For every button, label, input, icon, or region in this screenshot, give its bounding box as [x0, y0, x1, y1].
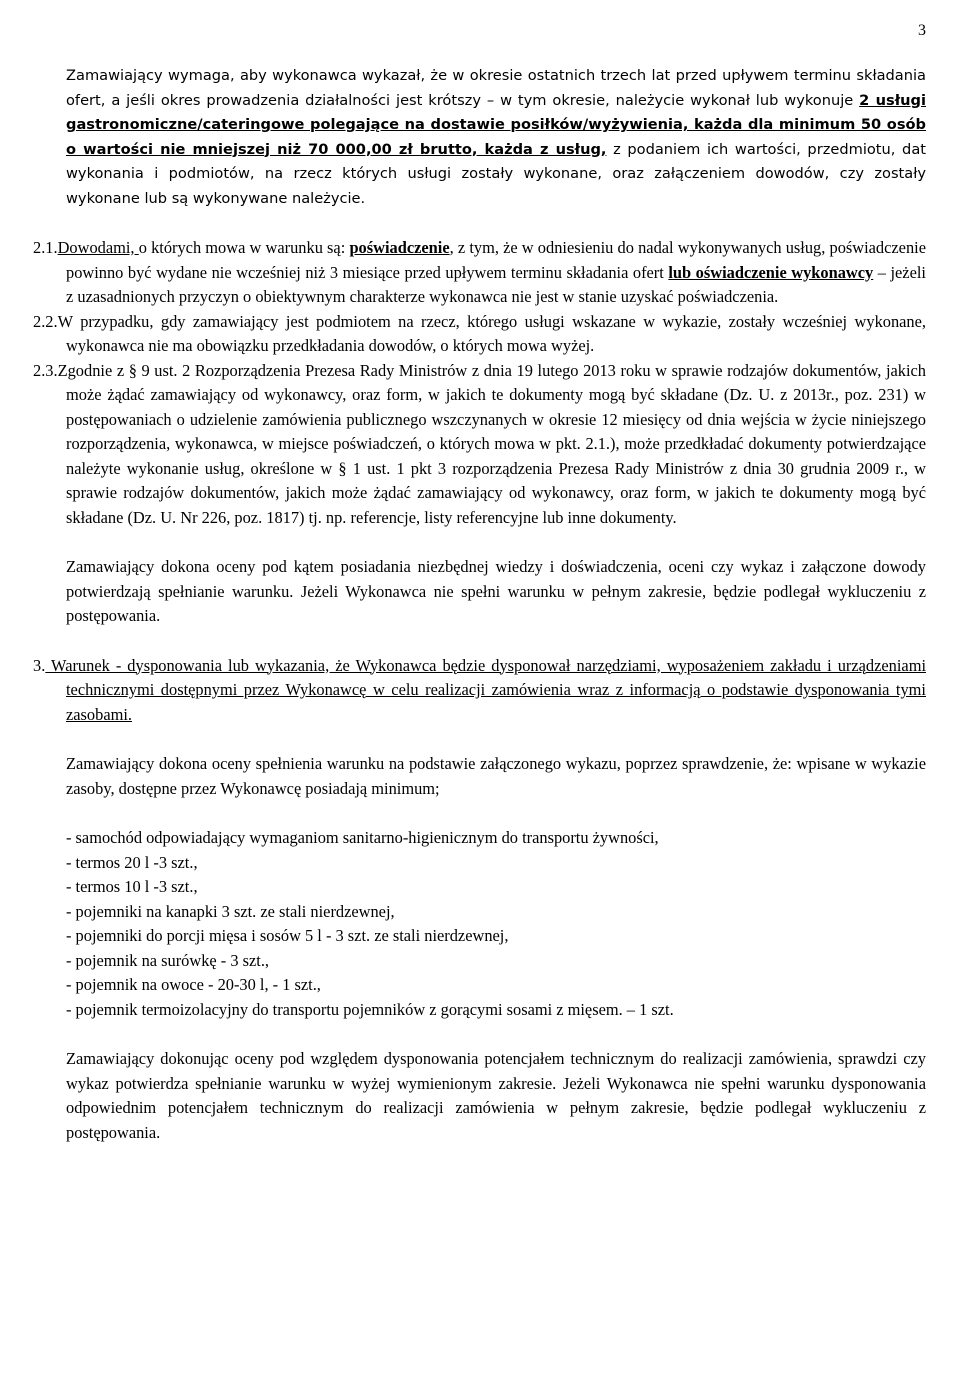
- list-item: - termos 10 l -3 szt.,: [66, 877, 198, 896]
- equipment-list: [66, 826, 926, 1022]
- numbered-items: [33, 236, 926, 530]
- paragraph-technical-evaluation: Zamawiający dokona oceny spełnienia warunku na podstawie załączonego wykazu, poprzez sprawdzenie, że: wpisane w wykazie zasoby, dostępne przez Wykonawcę posiadają minimum;: [66, 754, 926, 798]
- item-2-1-lead: Dowodami,: [57, 238, 139, 257]
- item-2-3: [33, 359, 926, 531]
- item-2-2: [33, 310, 926, 359]
- item-2-1: [33, 236, 926, 310]
- list-item: - pojemnik na owoce - 20-30 l, - 1 szt.,: [66, 975, 321, 994]
- item-number: 2.3.: [33, 360, 58, 380]
- item-2-1-text-3: – jeżeli z uzasadnionych przyczyn o obiektywnym charakterze wykonawca nie jest w stanie uzyskać poświadczenia.: [66, 262, 926, 306]
- item-2-1-statement: lub oświadczenie wykonawcy: [668, 262, 874, 282]
- list-item: - pojemnik na surówkę - 3 szt.,: [66, 950, 270, 970]
- item-number: 2.1.: [33, 238, 58, 257]
- paragraph-evaluation: Zamawiający dokona oceny pod kątem posiadania niezbędnej wiedzy i doświadczenia, oceni czy wykaz i załączone dowody potwierdzają spełnianie warunku. Jeżeli Wykonawca nie spełni warunku w pełnym zakresie, będzie podlegał wykluczeniu z postępowania.: [66, 557, 926, 625]
- list-item: - pojemnik termoizolacyjny do transportu pojemników z gorącymi sosami z mięsem. – 1 szt.: [66, 999, 674, 1019]
- item-number: 3.: [33, 655, 46, 675]
- item-2-3-text: Zgodnie z § 9 ust. 2 Rozporządzenia Prezesa Rady Ministrów z dnia 19 lutego 2013 roku w sprawie rodzajów dokumentów, jakich może żądać zamawiający od wykonawcy, oraz form, w jakich te dokumenty mogą być składane (Dz. U. z 2013r., poz. 231) w postępowaniach o udzielenie zamówienia publicznego wszczynanych w okresie 12 miesięcy od dnia wejścia w życie niniejszego rozporządzenia, wykonawca, w miejsce poświadczeń, o których mowa w pkt. 2.1.), może przedkładać dokumenty potwierdzające należyte wykonanie usług, określone w § 1 ust. 1 pkt 3 rozporządzenia Prezesa Rady Ministrów z dnia 30 grudnia 2009 r., w sprawie rodzajów dokumentów, jakich może żądać zamawiający od wykonawcy, oraz form, w jakich te dokumenty mogą być składane (Dz. U. Nr 226, poz. 1817) tj. np. referencje, listy referencyjne lub inne dokumenty.: [57, 360, 926, 527]
- list-item: - pojemniki na kanapki 3 szt. ze stali nierdzewnej,: [66, 901, 395, 921]
- paragraph-requirement-emphasis: 2 usługi gastronomiczne/cateringowe polegające na dostawie posiłków/wyżywienia, każda dla minimum 50 osób o wartości nie mniejszej niż 70 000,00 zł brutto, każda z usług,: [66, 91, 926, 158]
- paragraph-requirement: [66, 64, 926, 211]
- item-2-1-text-2: , z tym, że w odniesieniu do nadal wykonywanych usług, poświadczenie powinno być wydane nie wcześniej niż 3 miesiące przed upływem terminu składania ofert: [66, 238, 926, 282]
- item-2-2-text: W przypadku, gdy zamawiający jest podmiotem na rzecz, którego usługi wskazane w wykazie, zostały wcześniej wykonane, wykonawca nie ma obowiązku przedkładania dowodów, o których mowa wyżej.: [57, 311, 926, 355]
- page-content: [33, 64, 926, 1145]
- page-number: 3: [918, 22, 926, 39]
- paragraph-requirement-intro: Zamawiający wymaga, aby wykonawca wykazał, że w okresie ostatnich trzech lat przed upływem terminu składania ofert, a jeśli okres prowadzenia działalności jest krótszy – w tym okresie, należycie wykonał lub wykonuje: [66, 67, 926, 109]
- list-item: - pojemniki do porcji mięsa i sosów 5 l - 3 szt. ze stali nierdzewnej,: [66, 926, 509, 945]
- item-number: 2.2.: [33, 311, 58, 331]
- item-3-text: Warunek - dysponowania lub wykazania, że Wykonawca będzie dysponował narzędziami, wyposażeniem zakładu i urządzeniami technicznymi dostępnymi przez Wykonawcę w celu realizacji zamówienia wraz z informacją o podstawie dysponowania tymi zasobami.: [45, 655, 926, 724]
- paragraph-requirement-rest: z podaniem ich wartości, przedmiotu, dat wykonania i podmiotów, na rzecz których usługi zostały wykonane, oraz załączeniem dowodów, czy zostały wykonane lub są wykonywane należycie.: [66, 140, 926, 207]
- list-item: - termos 20 l -3 szt.,: [66, 852, 198, 872]
- numbered-items-2: [33, 654, 926, 728]
- item-2-1-text: o których mowa w warunku są:: [138, 238, 350, 257]
- list-item: - samochód odpowiadający wymaganiom sanitarno-higienicznym do transportu żywności,: [66, 828, 659, 847]
- item-3: [33, 654, 926, 728]
- item-2-1-certificate: poświadczenie: [349, 238, 450, 257]
- paragraph-conclusion: Zamawiający dokonując oceny pod względem dysponowania potencjałem technicznym do realizacji zamówienia, sprawdzi czy wykaz potwierdza spełnianie warunku w wyżej wymienionym zakresie. Jeżeli Wykonawca nie spełni warunku dysponowania odpowiednim potencjałem technicznym do realizacji zamówienia w pełnym zakresie, będzie podlegał wykluczeniu z postępowania.: [66, 1049, 926, 1142]
